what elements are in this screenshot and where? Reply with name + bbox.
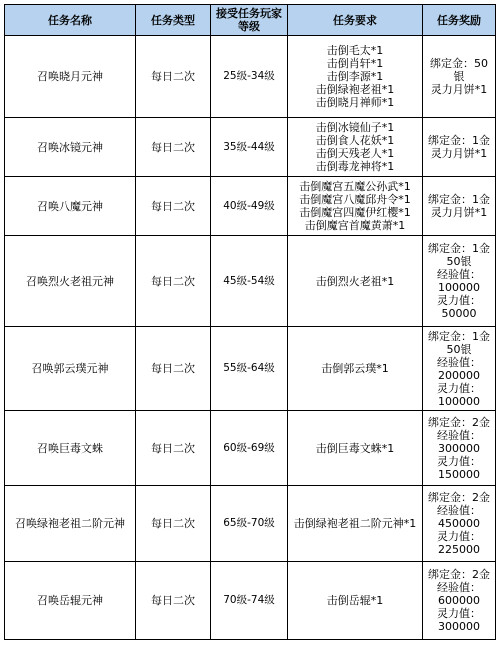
quest-rewards <box>423 236 496 327</box>
reward-line: 300000 <box>438 441 480 455</box>
quest-rewards <box>423 562 496 640</box>
requirement-line: 击倒毒龙神将*1 <box>315 160 395 173</box>
quest-level: 65级-70级 <box>211 486 288 562</box>
quest-rewards <box>423 411 496 486</box>
requirement-line: 击倒郭云璞*1 <box>321 362 389 375</box>
requirement-line: 击倒魔宫八魔邱舟令*1 <box>299 193 411 206</box>
quest-type: 每日二次 <box>136 118 211 177</box>
reward-line: 绑定金：1金 <box>428 134 490 147</box>
quest-rewards <box>423 327 496 411</box>
quest-type: 每日二次 <box>136 327 211 411</box>
quest-type: 每日二次 <box>136 486 211 562</box>
quest-rewards <box>423 177 496 236</box>
reward-line: 50银 <box>446 342 472 356</box>
quest-type: 每日二次 <box>136 177 211 236</box>
quest-rewards <box>423 118 496 177</box>
reward-line: 灵力月饼*1 <box>430 147 488 160</box>
requirement-line: 击倒魔宫四魔伊红樱*1 <box>299 206 411 219</box>
requirement-line: 击倒晓月禅师*1 <box>315 96 395 109</box>
quest-requirements <box>288 177 423 236</box>
reward-line: 225000 <box>438 543 480 556</box>
table-row <box>5 236 496 327</box>
quest-requirements <box>288 327 423 411</box>
reward-line: 经验值： <box>437 428 481 442</box>
reward-line: 灵力值： <box>437 294 481 307</box>
reward-line: 绑定金：50 <box>430 57 488 70</box>
quest-name: 召唤冰镜元神 <box>5 118 136 177</box>
quest-rewards <box>423 486 496 562</box>
quest-type: 每日二次 <box>136 411 211 486</box>
header-rewards: 任务奖励 <box>423 5 496 36</box>
reward-line: 经验值： <box>437 268 481 281</box>
reward-line: 绑定金：2金 <box>428 415 490 429</box>
header-requirements: 任务要求 <box>288 5 423 36</box>
reward-line: 灵力值： <box>437 454 481 468</box>
reward-line: 100000 <box>438 281 480 294</box>
reward-line: 50000 <box>441 307 477 320</box>
reward-line: 经验值： <box>437 504 481 517</box>
requirement-line: 击倒岳辊*1 <box>326 594 384 607</box>
quest-level: 55级-64级 <box>211 327 288 411</box>
table-row <box>5 411 496 486</box>
reward-line: 绑定金：2金 <box>428 568 490 581</box>
quest-level: 35级-44级 <box>211 118 288 177</box>
requirement-line: 击倒绿袍老祖*1 <box>315 83 395 96</box>
quest-name: 召唤绿袍老祖二阶元神 <box>5 486 136 562</box>
reward-line: 600000 <box>438 594 480 607</box>
requirement-line: 击倒绿袍老祖二阶元神*1 <box>293 517 417 530</box>
quest-requirements <box>288 118 423 177</box>
requirement-line: 击倒巨毒文蛛*1 <box>315 441 395 455</box>
reward-line: 200000 <box>438 368 480 382</box>
quest-requirements <box>288 236 423 327</box>
quest-name: 召唤巨毒文蛛 <box>5 411 136 486</box>
reward-line: 450000 <box>438 517 480 530</box>
quest-requirements <box>288 411 423 486</box>
reward-line: 50银 <box>446 255 472 268</box>
requirement-line: 击倒李源*1 <box>326 70 384 83</box>
header-name: 任务名称 <box>5 5 136 36</box>
reward-line: 绑定金：1金 <box>428 242 490 255</box>
quest-name: 召唤晓月元神 <box>5 36 136 118</box>
requirement-line: 击倒毛太*1 <box>326 44 384 57</box>
table-row <box>5 562 496 640</box>
reward-line: 300000 <box>438 620 480 633</box>
quest-table <box>4 4 496 640</box>
reward-line: 灵力值： <box>437 607 481 620</box>
requirement-line: 击倒食人花妖*1 <box>315 134 395 147</box>
quest-level: 60级-69级 <box>211 411 288 486</box>
reward-line: 灵力月饼*1 <box>430 206 488 219</box>
quest-level: 70级-74级 <box>211 562 288 640</box>
reward-line: 绑定金：1金 <box>428 193 490 206</box>
quest-name: 召唤烈火老祖元神 <box>5 236 136 327</box>
quest-body <box>5 36 496 640</box>
header-type: 任务类型 <box>136 5 211 36</box>
reward-line: 绑定金：1金 <box>428 329 490 343</box>
quest-type: 每日二次 <box>136 562 211 640</box>
quest-requirements <box>288 36 423 118</box>
requirement-line: 击倒魔宫首魔黄萧*1 <box>304 219 406 232</box>
table-row <box>5 36 496 118</box>
quest-type: 每日二次 <box>136 36 211 118</box>
reward-line: 150000 <box>438 467 480 481</box>
quest-type: 每日二次 <box>136 236 211 327</box>
quest-requirements <box>288 562 423 640</box>
reward-line: 灵力值： <box>437 381 481 395</box>
requirement-line: 击倒肖轩*1 <box>326 57 384 70</box>
reward-line: 经验值： <box>437 355 481 369</box>
reward-line: 绑定金：2金 <box>428 491 490 504</box>
quest-requirements <box>288 486 423 562</box>
requirement-line: 击倒冰镜仙子*1 <box>315 121 395 134</box>
table-row <box>5 118 496 177</box>
quest-name: 召唤郭云璞元神 <box>5 327 136 411</box>
quest-rewards <box>423 36 496 118</box>
table-row <box>5 327 496 411</box>
quest-level: 25级-34级 <box>211 36 288 118</box>
table-row <box>5 486 496 562</box>
table-row <box>5 177 496 236</box>
header-row <box>5 5 496 36</box>
reward-line: 灵力值： <box>437 530 481 543</box>
reward-line: 100000 <box>438 394 480 408</box>
quest-name: 召唤岳辊元神 <box>5 562 136 640</box>
header-level: 接受任务玩家等级 <box>211 5 288 36</box>
reward-line: 经验值： <box>437 581 481 594</box>
quest-level: 40级-49级 <box>211 177 288 236</box>
requirement-line: 击倒烈火老祖*1 <box>315 274 395 288</box>
reward-line: 银 <box>453 70 465 83</box>
quest-level: 45级-54级 <box>211 236 288 327</box>
reward-line: 灵力月饼*1 <box>430 83 488 96</box>
requirement-line: 击倒天残老人*1 <box>315 147 395 160</box>
requirement-line: 击倒魔宫五魔公孙武*1 <box>299 180 411 193</box>
quest-name: 召唤八魔元神 <box>5 177 136 236</box>
